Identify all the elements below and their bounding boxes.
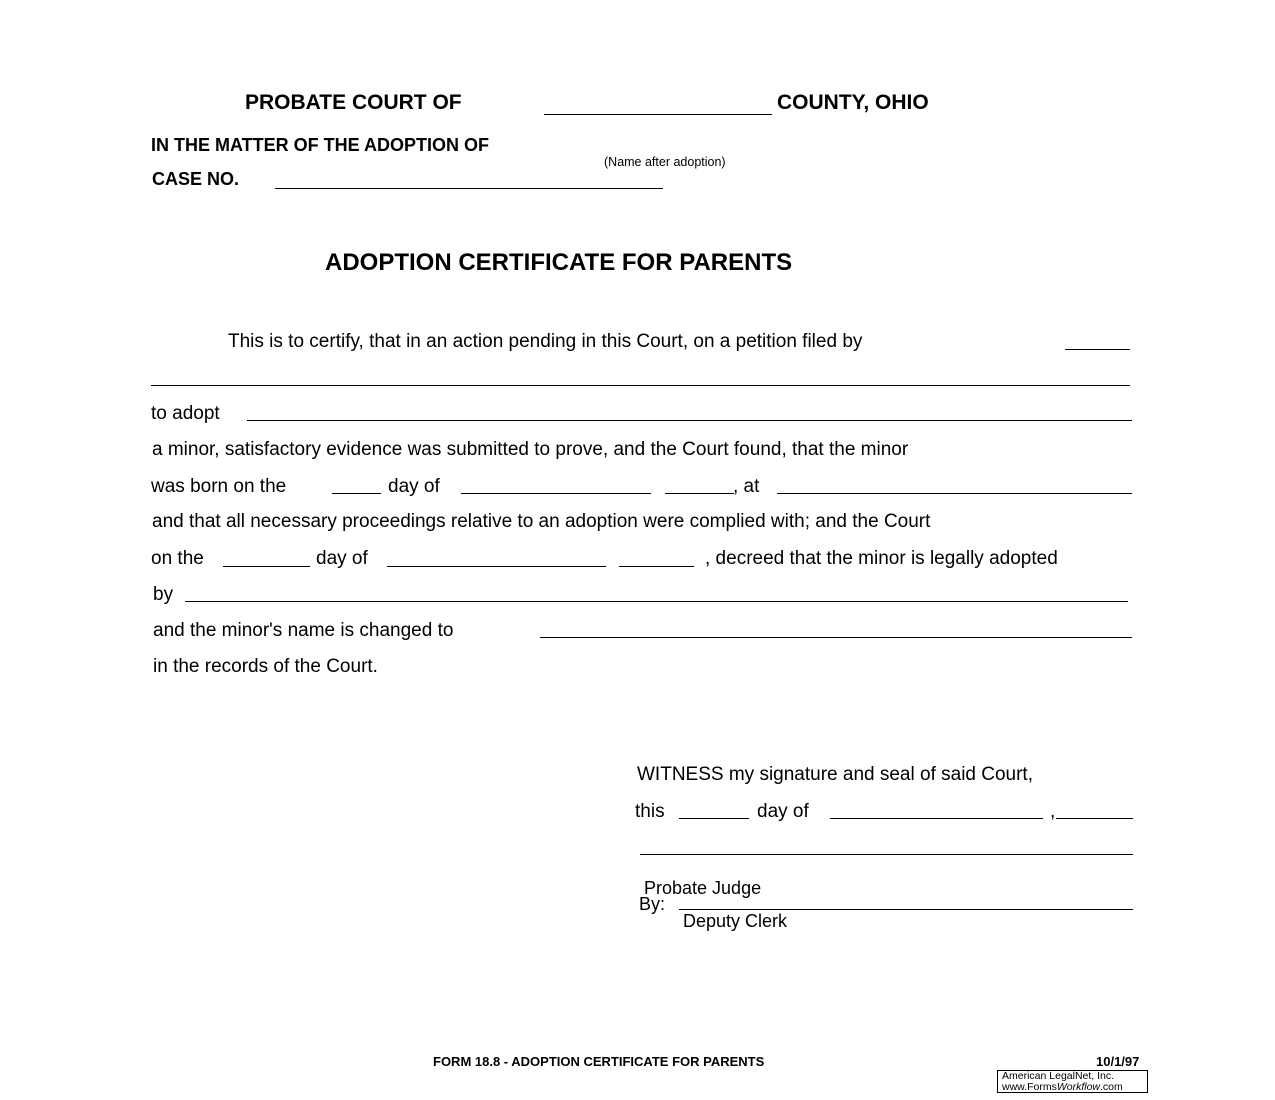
birth-place-blank[interactable] — [777, 493, 1132, 494]
witness-this-label: this — [635, 801, 665, 822]
witness-comma: , — [1050, 801, 1056, 822]
case-number-label: CASE NO. — [152, 169, 240, 189]
witness-month-blank[interactable] — [830, 818, 1043, 819]
new-name-blank[interactable] — [540, 637, 1132, 638]
deputy-signature-blank[interactable] — [679, 909, 1133, 910]
birth-day-blank[interactable] — [332, 493, 381, 494]
born-on-label: was born on the — [151, 476, 287, 497]
adopted-by-label: by — [153, 584, 174, 605]
form-date: 10/1/97 — [1096, 1054, 1140, 1069]
certify-line: This is to certify, that in an action pending in this Court, on a petition filed by — [228, 331, 863, 352]
born-at-label: , at — [733, 476, 760, 497]
birth-month-blank[interactable] — [461, 493, 651, 494]
adoption-matter-label: IN THE MATTER OF THE ADOPTION OF — [151, 135, 489, 155]
proceedings-line: and that all necessary proceedings relative to an adoption were complied with; and the Court — [152, 511, 931, 532]
birth-day-of-label: day of — [388, 476, 440, 497]
county-blank[interactable] — [544, 114, 772, 115]
petitioner-blank-2[interactable] — [151, 385, 1130, 386]
court-name-prefix: PROBATE COURT OF — [245, 91, 462, 114]
witness-year-blank[interactable] — [1056, 818, 1133, 819]
probate-judge-label: Probate Judge — [644, 878, 762, 898]
adopted-by-blank[interactable] — [185, 601, 1128, 602]
publisher-name: American LegalNet, Inc. — [1002, 1070, 1115, 1082]
petitioner-blank-1[interactable] — [1065, 349, 1130, 350]
adoptee-blank[interactable] — [247, 420, 1132, 421]
name-changed-label: and the minor's name is changed to — [153, 620, 454, 641]
name-after-adoption-note: (Name after adoption) — [604, 155, 726, 169]
witness-day-blank[interactable] — [679, 818, 749, 819]
decree-day-of-label: day of — [316, 548, 368, 569]
case-number-blank[interactable] — [275, 188, 663, 189]
to-adopt-label: to adopt — [151, 403, 220, 424]
records-line: in the records of the Court. — [153, 656, 378, 677]
witness-line: WITNESS my signature and seal of said Court, — [637, 764, 1033, 785]
publisher-website[interactable]: www.FormsWorkflow.com — [1002, 1081, 1123, 1093]
decree-on-the-label: on the — [151, 548, 204, 569]
deputy-clerk-label: Deputy Clerk — [683, 911, 788, 931]
form-label: FORM 18.8 - ADOPTION CERTIFICATE FOR PARENTS — [433, 1054, 765, 1069]
by-label: By: — [639, 894, 666, 914]
document-title: ADOPTION CERTIFICATE FOR PARENTS — [325, 249, 793, 276]
court-name-suffix: COUNTY, OHIO — [777, 91, 929, 114]
decree-year-blank[interactable] — [619, 566, 694, 567]
publisher-logo — [997, 1070, 1148, 1093]
decree-month-blank[interactable] — [387, 566, 606, 567]
evidence-line: a minor, satisfactory evidence was submitted to prove, and the Court found, that the minor — [152, 439, 909, 460]
judge-signature-blank[interactable] — [640, 854, 1133, 855]
decree-line-suffix: , decreed that the minor is legally adopted — [705, 548, 1058, 569]
birth-year-blank[interactable] — [665, 493, 734, 494]
witness-day-of-label: day of — [757, 801, 809, 822]
decree-day-blank[interactable] — [223, 566, 310, 567]
